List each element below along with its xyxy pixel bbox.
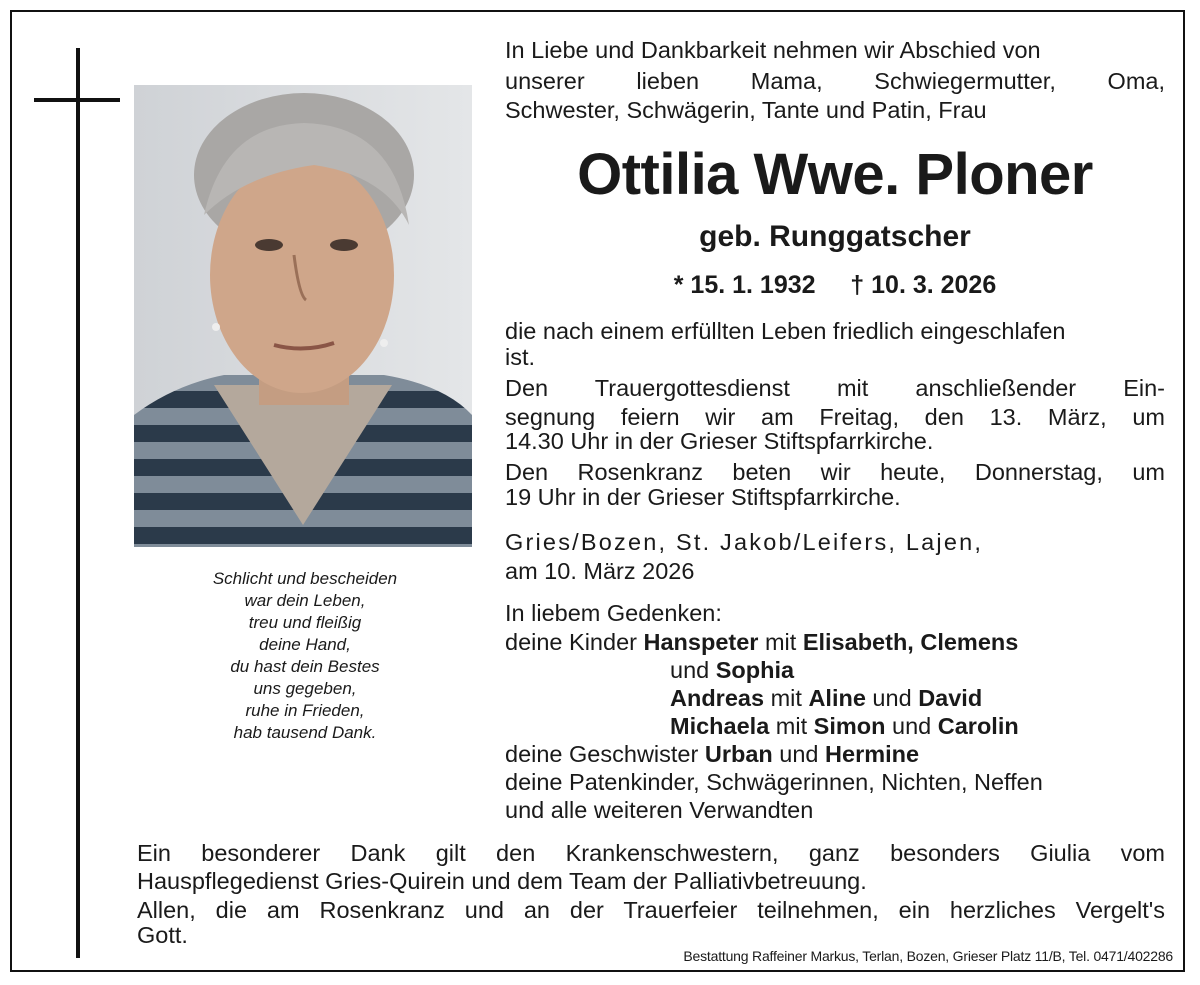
poem-line: du hast dein Bestes [230, 657, 380, 676]
connector: mit [758, 629, 803, 655]
memory-heading: In liebem Gedenken: [505, 600, 722, 626]
mourner-name: David [918, 685, 983, 711]
body-line: die nach einem erfüllten Leben friedlich eingeschlafen [505, 318, 1066, 344]
connector: und [885, 713, 938, 739]
deceased-name: Ottilia Wwe. Ploner [577, 142, 1093, 207]
mourners-line [670, 713, 1019, 741]
intro-line: unserer lieben Mama, Schwiegermutter, Oma, [505, 68, 1165, 94]
thanks-line: Gott. [137, 922, 188, 948]
body-line: segnung feiern wir am Freitag, den 13. März, um [505, 404, 1165, 430]
thanks-line: Allen, die am Rosenkranz und an der Trauerfeier teilnehmen, ein herzliches Vergelt's [137, 897, 1165, 923]
mourner-name: Hanspeter [643, 629, 759, 655]
connector: mit [769, 713, 814, 739]
connector: mit [764, 685, 809, 711]
body-line: 19 Uhr in der Grieser Stiftspfarrkirche. [505, 484, 901, 510]
thanks-line: Hauspflegedienst Gries-Quirein und dem Team der Palliativbetreuung. [137, 868, 867, 894]
mourners-label: deine Kinder [505, 629, 644, 655]
body-line: 14.30 Uhr in der Grieser Stiftspfarrkirche. [505, 428, 934, 454]
intro-line: Schwester, Schwägerin, Tante und Patin, Frau [505, 97, 987, 123]
place-line: Gries/Bozen, St. Jakob/Leifers, Lajen, [505, 529, 984, 555]
body-line: ist. [505, 344, 536, 370]
body-line: Den Trauergottesdienst mit anschließender Ein- [505, 375, 1165, 401]
mourners-siblings [505, 741, 919, 769]
poem-line: Schlicht und bescheiden [212, 569, 398, 588]
birth-name: geb. Runggatscher [699, 220, 971, 253]
portrait-photo [134, 85, 472, 547]
date-line: am 10. März 2026 [505, 558, 695, 584]
cross-icon [76, 48, 80, 958]
connector: und [670, 657, 716, 683]
poem-line: deine Hand, [259, 635, 351, 654]
mourners-line: deine Patenkinder, Schwägerinnen, Nichten, Neffen [505, 769, 1043, 795]
mourner-name: Aline [808, 685, 866, 711]
mourner-name: Simon [813, 713, 886, 739]
mourners-line [670, 685, 982, 713]
mourners-label: deine Geschwister [505, 741, 705, 767]
cross-icon-bar [34, 98, 120, 102]
mourner-name: Urban [704, 741, 773, 767]
intro-line: In Liebe und Dankbarkeit nehmen wir Abschied von [505, 37, 1041, 63]
life-dates [505, 270, 1165, 300]
body-line: Den Rosenkranz beten wir heute, Donnerstag, um [505, 459, 1165, 485]
mourner-name: Andreas [670, 685, 765, 711]
mourner-name: Hermine [825, 741, 920, 767]
thanks-line: Ein besonderer Dank gilt den Krankenschwestern, ganz besonders Giulia vom [137, 840, 1165, 866]
connector: und [772, 741, 826, 767]
poem-line: war dein Leben, [244, 591, 366, 610]
poem [160, 568, 450, 744]
poem-line: ruhe in Frieden, [245, 701, 365, 720]
mourner-name: Michaela [670, 713, 770, 739]
funeral-home-credit: Bestattung Raffeiner Markus, Terlan, Bozen, Grieser Platz 11/B, Tel. 0471/402286 [683, 948, 1173, 964]
poem-line: treu und fleißig [248, 613, 362, 632]
death-date: † 10. 3. 2026 [850, 271, 997, 299]
poem-line: hab tausend Dank. [233, 723, 377, 742]
mourner-name: Elisabeth, Clemens [802, 629, 1019, 655]
mourner-name: Carolin [937, 713, 1019, 739]
birth-date: * 15. 1. 1932 [673, 271, 816, 299]
mourners-line: und alle weiteren Verwandten [505, 797, 814, 823]
mourners-children [505, 629, 1018, 657]
connector: und [865, 685, 919, 711]
poem-line: uns gegeben, [253, 679, 357, 698]
mourners-line [670, 657, 794, 685]
mourner-name: Sophia [715, 657, 795, 683]
